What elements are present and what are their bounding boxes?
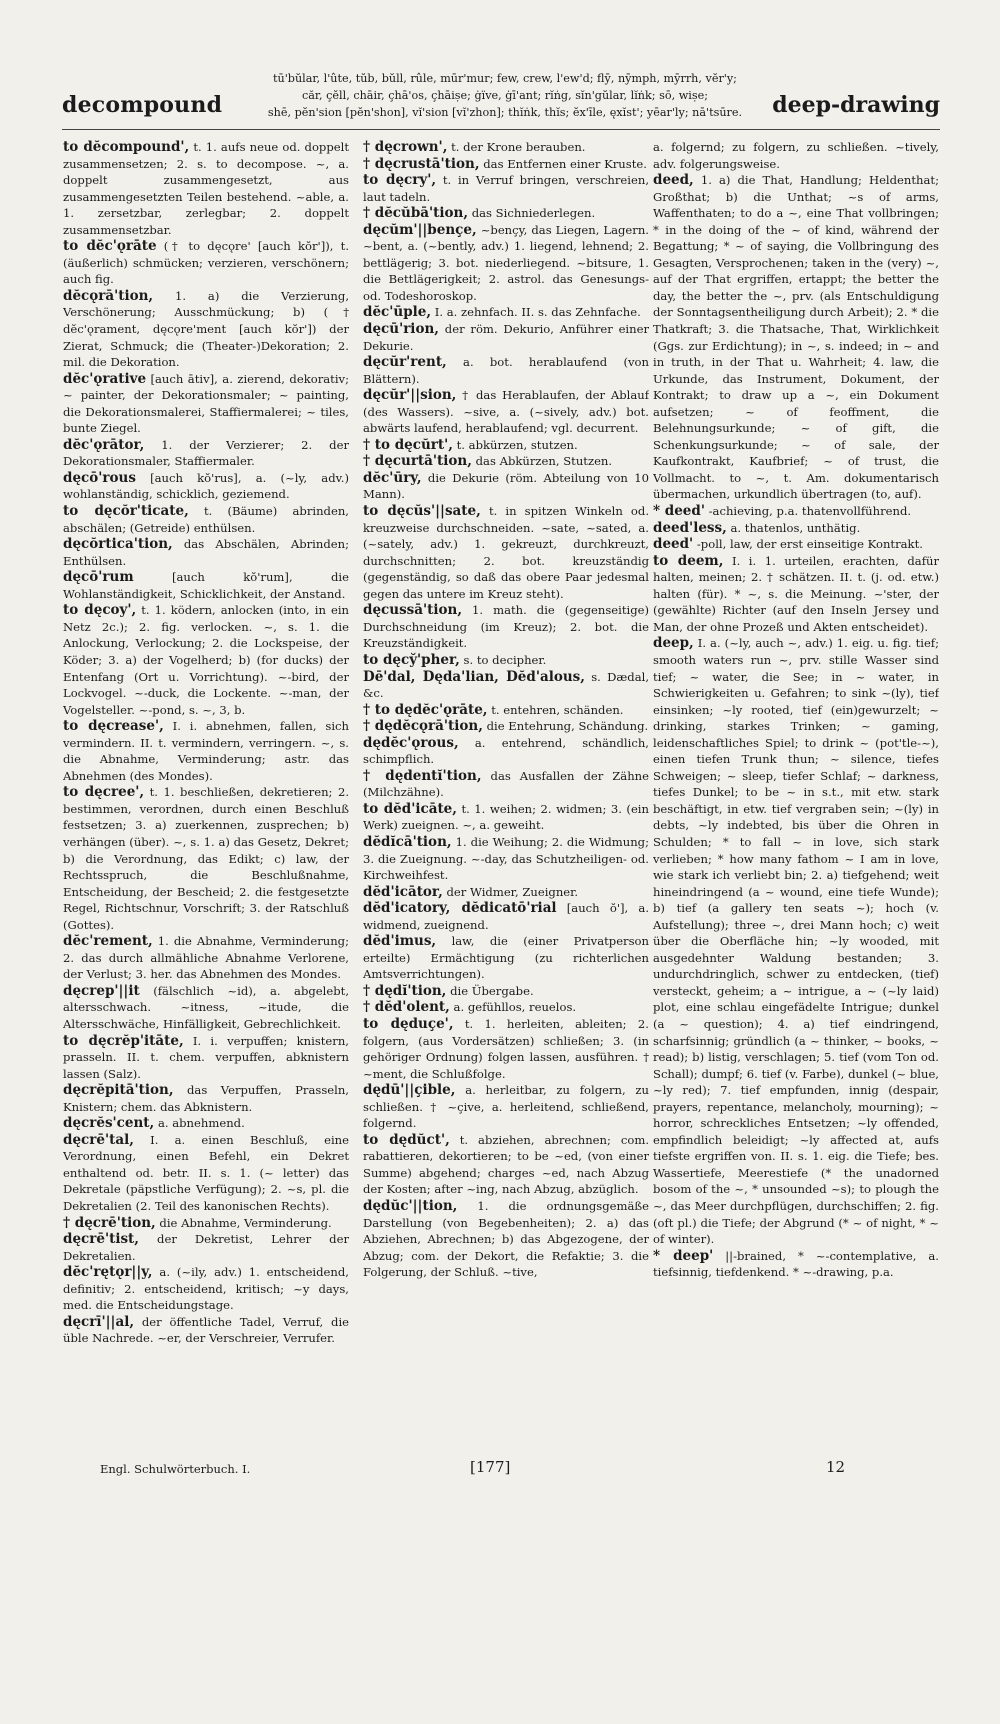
dictionary-entry	[363, 834, 649, 884]
entry-headword: dędŭc'||tion,	[363, 1198, 458, 1214]
entry-headword: dęcō'rous	[63, 469, 136, 486]
entry-definition: 1. a) die Verzierung, Verschönerung; Ausschmückung; b) († dĕc'ǫrament, dęcǫre'ment [auch kŏr']) der Zierat, Schmuck; die (Theater-)Dekoration; 2. mil. die Dekoration.	[63, 288, 349, 370]
entry-definition: [auch ātiv], a. zierend, dekorativ; ~ painter, der Dekorationsmaler; ~ painting, die Dekorationsmalerei, Staffiermalerei; ~ tiles, bunte Ziegel.	[63, 371, 349, 436]
entry-headword: to dęcrĕp'itāte,	[63, 1032, 184, 1049]
page-number: [177]	[470, 1458, 511, 1476]
entry-definition: I. i. verpuffen; knistern, prasseln. II. t. chem. verpuffen, abknistern lassen (Salz).	[63, 1033, 349, 1081]
entry-headword: dĕd'icātor,	[363, 883, 443, 900]
entry-definition: t. 1. herleiten, ableiten; 2. folgern, (aus Vordersätzen) schließen; 3. (in gehöriger Ordnung) folgen lassen, ausführen. † ~ment, die Schlußfolge.	[363, 1016, 649, 1081]
dictionary-entry	[63, 1314, 349, 1347]
entry-definition: die Übergabe.	[450, 983, 534, 998]
entry-headword: † dęcrustā'tion,	[363, 155, 480, 172]
entry-definition: (fälschlich ~id), a. abgelebt, altersschwach. ~itness, ~itude, die Altersschwäche, Hinfälligkeit, Gebrechlichkeit.	[63, 983, 349, 1031]
entry-definition: a. herleitbar, zu folgern, zu schließen. † ~çive, a. herleitend, schließend, folgernd.	[363, 1083, 649, 1131]
dictionary-entry	[363, 304, 649, 321]
entry-definition: 1. die Weihung; 2. die Widmung; 3. die Zueignung. ~-day, das Schutzheiligen- od. Kirchweihfest.	[363, 834, 649, 883]
entry-definition: [auch kŏ'rum], die Wohlanständigkeit, Schicklichkeit, der Anstand.	[63, 570, 349, 601]
entry-headword: to dęcoy',	[63, 602, 137, 619]
dictionary-entry	[363, 884, 649, 901]
entry-definition: der öffentliche Tadel, Verruf, die üble Nachrede. ~er, der Verschreier, Verrufer.	[63, 1314, 349, 1346]
dictionary-entry	[363, 1016, 649, 1082]
entry-headword: to deem,	[653, 552, 724, 569]
entry-headword: dęcussā'tion,	[363, 602, 463, 619]
entry-headword: dęcŏrtica'tion,	[63, 536, 173, 553]
dictionary-entry	[363, 172, 649, 205]
dictionary-entry	[653, 1248, 939, 1281]
entry-definition: t. der Krone berauben.	[451, 140, 586, 154]
entry-definition: das Entfernen einer Kruste.	[483, 156, 647, 171]
entry-headword: to dęcrease',	[63, 718, 164, 735]
footer-book-title: Engl. Schulwörterbuch. I.	[100, 1462, 251, 1476]
dictionary-entry	[363, 900, 649, 933]
dictionary-entry	[63, 784, 349, 933]
header-rule	[62, 129, 940, 130]
entry-definition: -poll, law, der erst einseitige Kontrakt.	[696, 537, 923, 552]
entry-definition: s. to decipher.	[463, 652, 547, 667]
entry-headword: dęcō'rum	[63, 569, 134, 586]
entry-definition: die Dekurie (röm. Abteilung von 10 Mann).	[363, 470, 649, 502]
entry-definition: die Abnahme, Verminderung.	[159, 1215, 332, 1230]
dictionary-entry	[363, 1082, 649, 1132]
dictionary-entry	[653, 553, 939, 636]
entry-headword: to dęcry',	[363, 172, 437, 189]
entry-headword: to dĕcompound',	[63, 139, 190, 155]
entry-definition: das Abkürzen, Stutzen.	[475, 454, 613, 469]
entry-headword: dęcŭr'rent,	[363, 354, 447, 371]
entry-definition: t. in Verruf bringen, verschreien, laut tadeln.	[363, 173, 649, 204]
dictionary-entry	[63, 371, 349, 437]
entry-definition: 1. a) die That, Handlung; Heldenthat; Großthat; b) die Unthat; ~s of arms, Waffenthaten; to do a ~, eine That vollbringen; * in the doing of the ~ of kind, während der Begattung; * ~ of saying, die Vollbringung des Gesagten, Versprochenen; taken in the (very) ~, auf der That ergriffen, ertappt; the better the day, the better the ~, prv. (als Entschuldigung der Sonntagsentheiligung durch Arbeit); 2. * die Thatkraft; 3. die Thatsache, That, Wirklichkeit (Ggs. zur Erdichtung); in ~, s. indeed; in ~ and in truth, in der That u. Wahrheit; 4. law, die Urkunde, das Instrument, Dokument, der Kontrakt; to draw up a ~, ein Dokument aufsetzen; ~ of feoffment, die Belehnungsurkunde; ~ of gift, die Schenkungsurkunde; ~ of sale, der Kaufkontrakt, Kaufbrief; ~ of trust, die Vollmacht. to ~, t. Am. dokumentarisch übermachen, urkundlich übertragen (to, auf).	[653, 173, 939, 502]
dictionary-entry	[63, 139, 349, 238]
entry-definition: der röm. Dekurio, Anführer einer Dekurie.	[363, 322, 649, 353]
entry-definition: I. a. zehnfach. II. s. das Zehnfache.	[434, 305, 641, 320]
signature-mark: 12	[826, 1458, 846, 1476]
entry-headword: † to dęcŭrt',	[363, 436, 453, 453]
entry-headword: dęcrĕpitā'tion,	[63, 1082, 174, 1099]
dictionary-entry	[363, 669, 649, 702]
dictionary-entry	[63, 569, 349, 602]
entry-definition: ||-brained, * ~-contemplative, a. tiefsinnig, tiefdenkend. * ~-drawing, p.a.	[653, 1248, 939, 1280]
entry-headword: † to dędĕc'ǫrāte,	[363, 701, 488, 718]
dictionary-entry	[363, 503, 649, 602]
dictionary-entry	[653, 635, 939, 1247]
entry-headword: dĕc'rement,	[63, 933, 153, 950]
column-3	[653, 139, 939, 1724]
guide-word-right: deep-drawing	[772, 92, 940, 118]
entry-definition: das Abschälen, Abrinden; Enthülsen.	[63, 537, 349, 568]
entry-definition: a. thatenlos, unthätig.	[730, 520, 861, 535]
dictionary-entry	[363, 437, 649, 454]
dictionary-entry	[63, 1215, 349, 1232]
dictionary-entry	[363, 718, 649, 735]
entry-headword: dĕc'ǫrātor,	[63, 436, 145, 453]
entry-definition: † das Herablaufen, der Ablauf (des Wassers). ~sive, a. (~sively, adv.) bot. abwärts laufend, herablaufend; vgl. decurrent.	[363, 388, 649, 436]
entry-definition: t. 1. aufs neue od. doppelt zusammensetzen; 2. s. to decompose. ~, a. doppelt zusammengesetzt, aus zusammengesetzten Teilen bestehend. ~able, a. 1. zersetzbar, zerlegbar; 2. doppelt zusammensetzbar.	[63, 140, 349, 237]
dictionary-entry	[363, 222, 649, 305]
dictionary-entry	[363, 1132, 649, 1198]
entry-definition: a. entehrend, schändlich, schimpflich.	[363, 735, 649, 767]
dictionary-entry	[63, 503, 349, 536]
entry-definition: das Ausfallen der Zähne (Milchzähne).	[363, 768, 649, 800]
entry-headword: dĕc'ūry,	[363, 469, 422, 486]
entry-headword: deed'less,	[653, 519, 727, 536]
entry-headword: † dęcrē'tion,	[63, 1214, 156, 1231]
dictionary-entry	[363, 139, 649, 156]
entry-headword: dęcrē'tal,	[63, 1131, 134, 1148]
entry-headword: dęcŭr'||sion,	[363, 387, 457, 404]
dictionary-entry	[653, 172, 939, 503]
entry-definition: 1. der Verzierer; 2. der Dekorationsmaler, Staffiermaler.	[63, 437, 349, 469]
entry-headword: dęcū'rion,	[363, 321, 439, 338]
pronunciation-key-line: căr, çĕll, chāir, çhā'os, çhāiṣe; ġïve, ġī'ant; rĭṅg, sĭn'gŭlar, lĭṅk; sō, wiṣe;	[302, 89, 708, 102]
dictionary-entry	[63, 470, 349, 503]
dictionary-entry	[63, 983, 349, 1033]
dictionary-entry	[63, 1033, 349, 1083]
entry-definition: a. abnehmend.	[157, 1116, 245, 1131]
entry-definition: ~bençy, das Liegen, Lagern. ~bent, a. (~bently, adv.) 1. liegend, lehnend; 2. bettlägerig; 3. bot. niederliegend. ~bitsure, 1. die Bettlägerigkeit; 2. astrol. das Genesungs- od. Todeshoroskop.	[363, 222, 649, 303]
entry-headword: dęcrep'||it	[63, 982, 140, 999]
entry-definition: t. in spitzen Winkeln od. kreuzweise durchschneiden. ~sate, ~sated, a. (~sately, adv.) 1. gekreuzt, durchkreuzt, durchschnitten; 2. bot. kreuzständig (gegenständig, so daß das obere Paar jedesmal gegen das untere im Kreuz steht).	[363, 504, 649, 601]
entry-headword: † dędĕcǫrā'tion,	[363, 718, 483, 735]
entry-headword: dęcŭm'||bençe,	[363, 221, 477, 238]
dictionary-entry	[653, 536, 939, 553]
entry-headword: Dē'dal, Dęda'lian, Dĕd'alous,	[363, 668, 585, 685]
dictionary-entry	[363, 205, 649, 222]
entry-definition: 1. die Abnahme, Verminderung; 2. das durch allmähliche Abnahme Verlorene, der Verlust; 3. her. das Abnehmen des Mondes.	[63, 934, 349, 982]
dictionary-entry	[63, 1231, 349, 1264]
dictionary-entry	[363, 453, 649, 470]
entry-headword: * deep'	[653, 1247, 714, 1264]
dictionary-entry	[63, 718, 349, 784]
entry-definition: a. folgernd; zu folgern, zu schließen. ~tively, adv. folgerungsweise.	[653, 140, 939, 171]
pronunciation-key	[215, 70, 795, 121]
entry-headword: to dęduçe',	[363, 1015, 454, 1032]
dictionary-entry	[63, 1082, 349, 1115]
entry-definition: t. abziehen, abrechnen; com. rabattieren, dekortieren; to be ~ed, (von einer Summe) abgehend; charges ~ed, nach Abzug der Kosten; after ~ing, nach Abzug, abzüglich.	[363, 1132, 649, 1197]
entry-definition: t. 1. ködern, anlocken (into, in ein Netz 2c.); 2. fig. verlocken. ~, s. 1. die Anlockung, Verlockung; 2. die Lockspeise, der Köder; 3. a) der Vogelherd; b) (for ducks) der Entenfang (Ort u. Vorrichtung). ~-bird, der Lockvogel. ~-duck, die Lockente. ~-man, der Vogelsteller. ~-pond, s. ~, 3, b.	[63, 603, 349, 717]
entry-headword: dęcrĕs'cent,	[63, 1115, 155, 1132]
entry-headword: to dęcŭs'||sate,	[363, 503, 481, 520]
entry-headword: deep,	[653, 635, 694, 652]
dictionary-entry	[363, 983, 649, 1000]
entry-headword: to dęcree',	[63, 784, 145, 801]
entry-headword: dĕd'imus,	[363, 933, 437, 950]
entry-definition: t. (Bäume) abrinden, abschälen; (Getreide) enthülsen.	[63, 504, 349, 535]
dictionary-entry	[363, 602, 649, 652]
entry-definition: der Widmer, Zueigner.	[446, 884, 579, 899]
entry-headword: deed,	[653, 172, 694, 189]
entry-headword: dĕdĭcā'tion,	[363, 833, 452, 850]
pronunciation-key-line: shē, pĕn'sion [pĕn'shon], vĭ'sion [vĭ'zhon]; thĭṅk, thĭs; ĕx'īle, ęxĭst'; yēar'ly; nā'tsūre.	[267, 106, 743, 119]
dictionary-entry	[363, 387, 649, 437]
entry-headword: to dĕd'icāte,	[363, 800, 457, 817]
dictionary-entry	[363, 321, 649, 354]
pronunciation-key-line: tū'bŭlar, l'ûte, tŭb, bŭll, rûle, mūr'mur; few, crew, l'ew'd; flȳ, nȳmph, mȳrrh, vĕr'y;	[273, 72, 737, 85]
entry-headword: dĕc'rętǫr||y,	[63, 1264, 153, 1281]
entry-definition: a. gefühllos, reuelos.	[453, 1000, 577, 1015]
entry-headword: to dĕc'ǫrāte	[63, 238, 157, 255]
entry-headword: to dęcŏr'ticate,	[63, 503, 189, 520]
dictionary-entry	[63, 238, 349, 288]
dictionary-entry	[653, 503, 939, 520]
dictionary-entry	[363, 156, 649, 173]
entry-definition: a. (~ily, adv.) 1. entscheidend, definitiv; 2. entscheidend, kritisch; ~y days, med. die Entscheidungstage.	[63, 1265, 349, 1313]
entry-definition: t. 1. beschließen, dekretieren; 2. bestimmen, verordnen, durch einen Beschluß festsetzen; 3. a) zuerkennen, zusprechen; b) verhängen (über). ~, s. 1. a) das Gesetz, Dekret; b) die Verordnung, das Edikt; c) law, der Rechtsspruch, die Beschlußnahme, Entscheidung, der Bescheid; 2. die festgesetzte Regel, Richtschnur, Vorschrift; 3. der Ratschluß (Gottes).	[63, 785, 349, 932]
entry-definition: t. entehren, schänden.	[491, 702, 624, 717]
dictionary-entry	[363, 354, 649, 387]
entry-headword: to dędŭct',	[363, 1131, 450, 1148]
dictionary-entry	[653, 520, 939, 537]
dictionary-entry	[363, 1198, 649, 1281]
entry-headword: to dęcy̆'pher,	[363, 651, 460, 668]
dictionary-entry	[63, 933, 349, 983]
entry-headword: * deed'	[653, 503, 705, 520]
dictionary-entry	[63, 536, 349, 569]
dictionary-entry	[363, 470, 649, 503]
dictionary-entry	[63, 602, 349, 718]
dictionary-entry	[63, 437, 349, 470]
entry-headword: † dęcurtā'tion,	[363, 453, 472, 470]
entry-headword: dędĕc'ǫrous,	[363, 734, 459, 751]
entry-definition: [auch ŏ'], a. widmend, zueignend.	[363, 901, 649, 932]
entry-headword: dĕc'ūple,	[363, 304, 432, 321]
entry-definition: das Verpuffen, Prasseln, Knistern; chem. das Abknistern.	[63, 1083, 349, 1114]
entry-definition: I. a. (~ly, auch ~, adv.) 1. eig. u. fig. tief; smooth waters run ~, prv. stille Wasser sind tief; ~ water, die See; in ~ water, in Schwierigkeiten u. Gefahren; to sink ~(ly), tief einsinken; ~ly rooted, tief (ein)gewurzelt; ~ drinking, starkes Trinken; ~ gaming, leidenschaftliches Spiel; to drink ~ (pot'tle-~), einen tiefen Trunk thun; ~ silence, tiefes Schweigen; ~ sleep, tiefer Schlaf; ~ darkness, tiefes Dunkel; to be ~ in s.t., mit etw. stark beschäftigt, in etw. tief vergraben sein; ~(ly) in debts, ~ly indebted, bis über die Ohren in Schulden; * to fall ~ in love, sich stark verlieben; * how many fathom ~ I am in love, wie stark ich verliebt bin; 2. a) tiefgehend; weit hineindringend (a ~ wound, eine tiefe Wunde); b) tief (a gallery ten seats ~); hoch (v. Aufstellung); three ~, drei Mann hoch; c) weit über die Oberfläche hin; ~ly wooded, mit ausgedehnter Waldung bestanden; 3. undurchdringlich, schwer zu entdecken, (tief) versteckt, geheim; a ~ intrigue, a ~ (~ly laid) plot, eine schlau eingefädelte Intrigue; dunkel (a ~ question); 4. a) tief eindringend, scharfsinnig; gründlich (a ~ thinker, ~ books, ~ read); b) listig, verschlagen; 5. tief (vom Ton od. Schall); dumpf; 6. tief (v. Farbe), dunkel (~ blue, ~ly red); 7. tief empfunden, innig (despair, prayers, repentance, melancholy, mourning); ~ horror, schreckliches Entsetzen; ~ly offended, empfindlich beleidigt; ~ly affected at, aufs tiefste ergriffen von. II. s. 1. eig. die Tiefe; bes. Wassertiefe, Meerestiefe (* the unadorned bosom of the ~, * unsounded ~s); to plough the ~, das Meer durchpflügen, durchschiffen; 2. fig. (oft pl.) die Tiefe; der Abgrund (* ~ of night, * ~ of winter).	[653, 636, 939, 1247]
entry-definition: das Sichniederlegen.	[471, 206, 596, 221]
entry-definition: I. i. 1. urteilen, erachten, dafür halten, meinen; 2. † schätzen. II. t. (j. od. etw.) halten (für). * ~, s. die Meinung. ~'ster, der (gewählte) Richter (auf den Inseln Jersey und Man, der ohne Prozeß und Akten entscheidet).	[653, 553, 939, 634]
dictionary-entry	[363, 735, 649, 768]
entry-definition: -achieving, p.a. thatenvollführend.	[708, 504, 912, 519]
dictionary-entry	[363, 768, 649, 801]
entry-headword: dęcrē'tist,	[63, 1231, 139, 1248]
entry-headword: † dędĭ'tion,	[363, 982, 447, 999]
entry-headword: dĕd'icatory, dĕdicatō'rial	[363, 900, 557, 917]
dictionary-entry	[363, 801, 649, 834]
entry-definition: 1. math. die (gegenseitige) Durchschneidung (im Kreuz); 2. bot. die Kreuzständigkeit.	[363, 603, 649, 651]
entry-definition: t. abkürzen, stutzen.	[456, 437, 578, 452]
entry-definition: t. 1. weihen; 2. widmen; 3. (ein Werk) zueignen. ~, a. geweiht.	[363, 801, 649, 833]
dictionary-entry	[63, 1264, 349, 1314]
entry-definition: 1. die ordnungsgemäße Darstellung (von Begebenheiten); 2. a) das Abziehen, Abrechnen; b) das Abgezogene, der Abzug; com. der Dekort, die Refaktie; 3. die Folgerung, der Schluß. ~tive,	[363, 1199, 649, 1280]
entry-definition: I. i. abnehmen, fallen, sich vermindern. II. t. vermindern, verringern. ~, s. die Abnahme, Verminderung; astr. das Abnehmen (des Mondes).	[63, 719, 349, 783]
entry-headword: dĕcǫrā'tion,	[63, 287, 154, 304]
column-2	[363, 139, 649, 1724]
entry-headword: dĕc'ǫrative	[63, 370, 147, 387]
dictionary-entry	[653, 139, 939, 172]
entry-headword: † dędentĭ'tion,	[363, 767, 482, 784]
entry-headword: dędū'||çible,	[363, 1082, 456, 1099]
entry-definition: († to dęcǫre' [auch kŏr']), t. (äußerlich) schmücken; verzieren, verschönern; auch fig.	[63, 239, 349, 287]
dictionary-entry	[363, 652, 649, 669]
dictionary-entry	[63, 288, 349, 371]
entry-headword: † dęcrown',	[363, 139, 448, 155]
dictionary-entry	[363, 702, 649, 719]
dictionary-entry	[63, 1132, 349, 1215]
entry-definition: [auch kŏ'rus], a. (~ly, adv.) wohlanständig, schicklich, geziemend.	[63, 470, 349, 502]
entry-definition: law, die (einer Privatperson erteilte) Ermächtigung (zu richterlichen Amtsverrichtungen).	[363, 934, 649, 982]
dictionary-entry	[363, 933, 649, 983]
column-1	[63, 139, 349, 1724]
entry-headword: deed'	[653, 536, 694, 553]
dictionary-entry	[63, 1115, 349, 1132]
entry-definition: die Entehrung, Schändung.	[486, 719, 649, 734]
entry-definition: I. a. einen Beschluß, eine Verordnung, einen Befehl, ein Dekret enthaltend od. betr. II. s. 1. (~ letter) das Dekretale (päpstliche Verfügung); 2. ~s, pl. die Dekretalien (2. Teil des kanonischen Rechts).	[63, 1132, 349, 1213]
entry-definition: s. Dædal, &c.	[363, 669, 649, 701]
entry-headword: † dĕcŭbā'tion,	[363, 205, 469, 222]
entry-definition: der Dekretist, Lehrer der Dekretalien.	[63, 1232, 349, 1263]
dictionary-entry	[363, 999, 649, 1016]
entry-headword: † dĕd'olent,	[363, 999, 450, 1016]
entry-definition: a. bot. herablaufend (von Blättern).	[363, 355, 649, 386]
guide-word-left: decompound	[62, 92, 223, 118]
entry-headword: dęcrī'||al,	[63, 1313, 135, 1330]
